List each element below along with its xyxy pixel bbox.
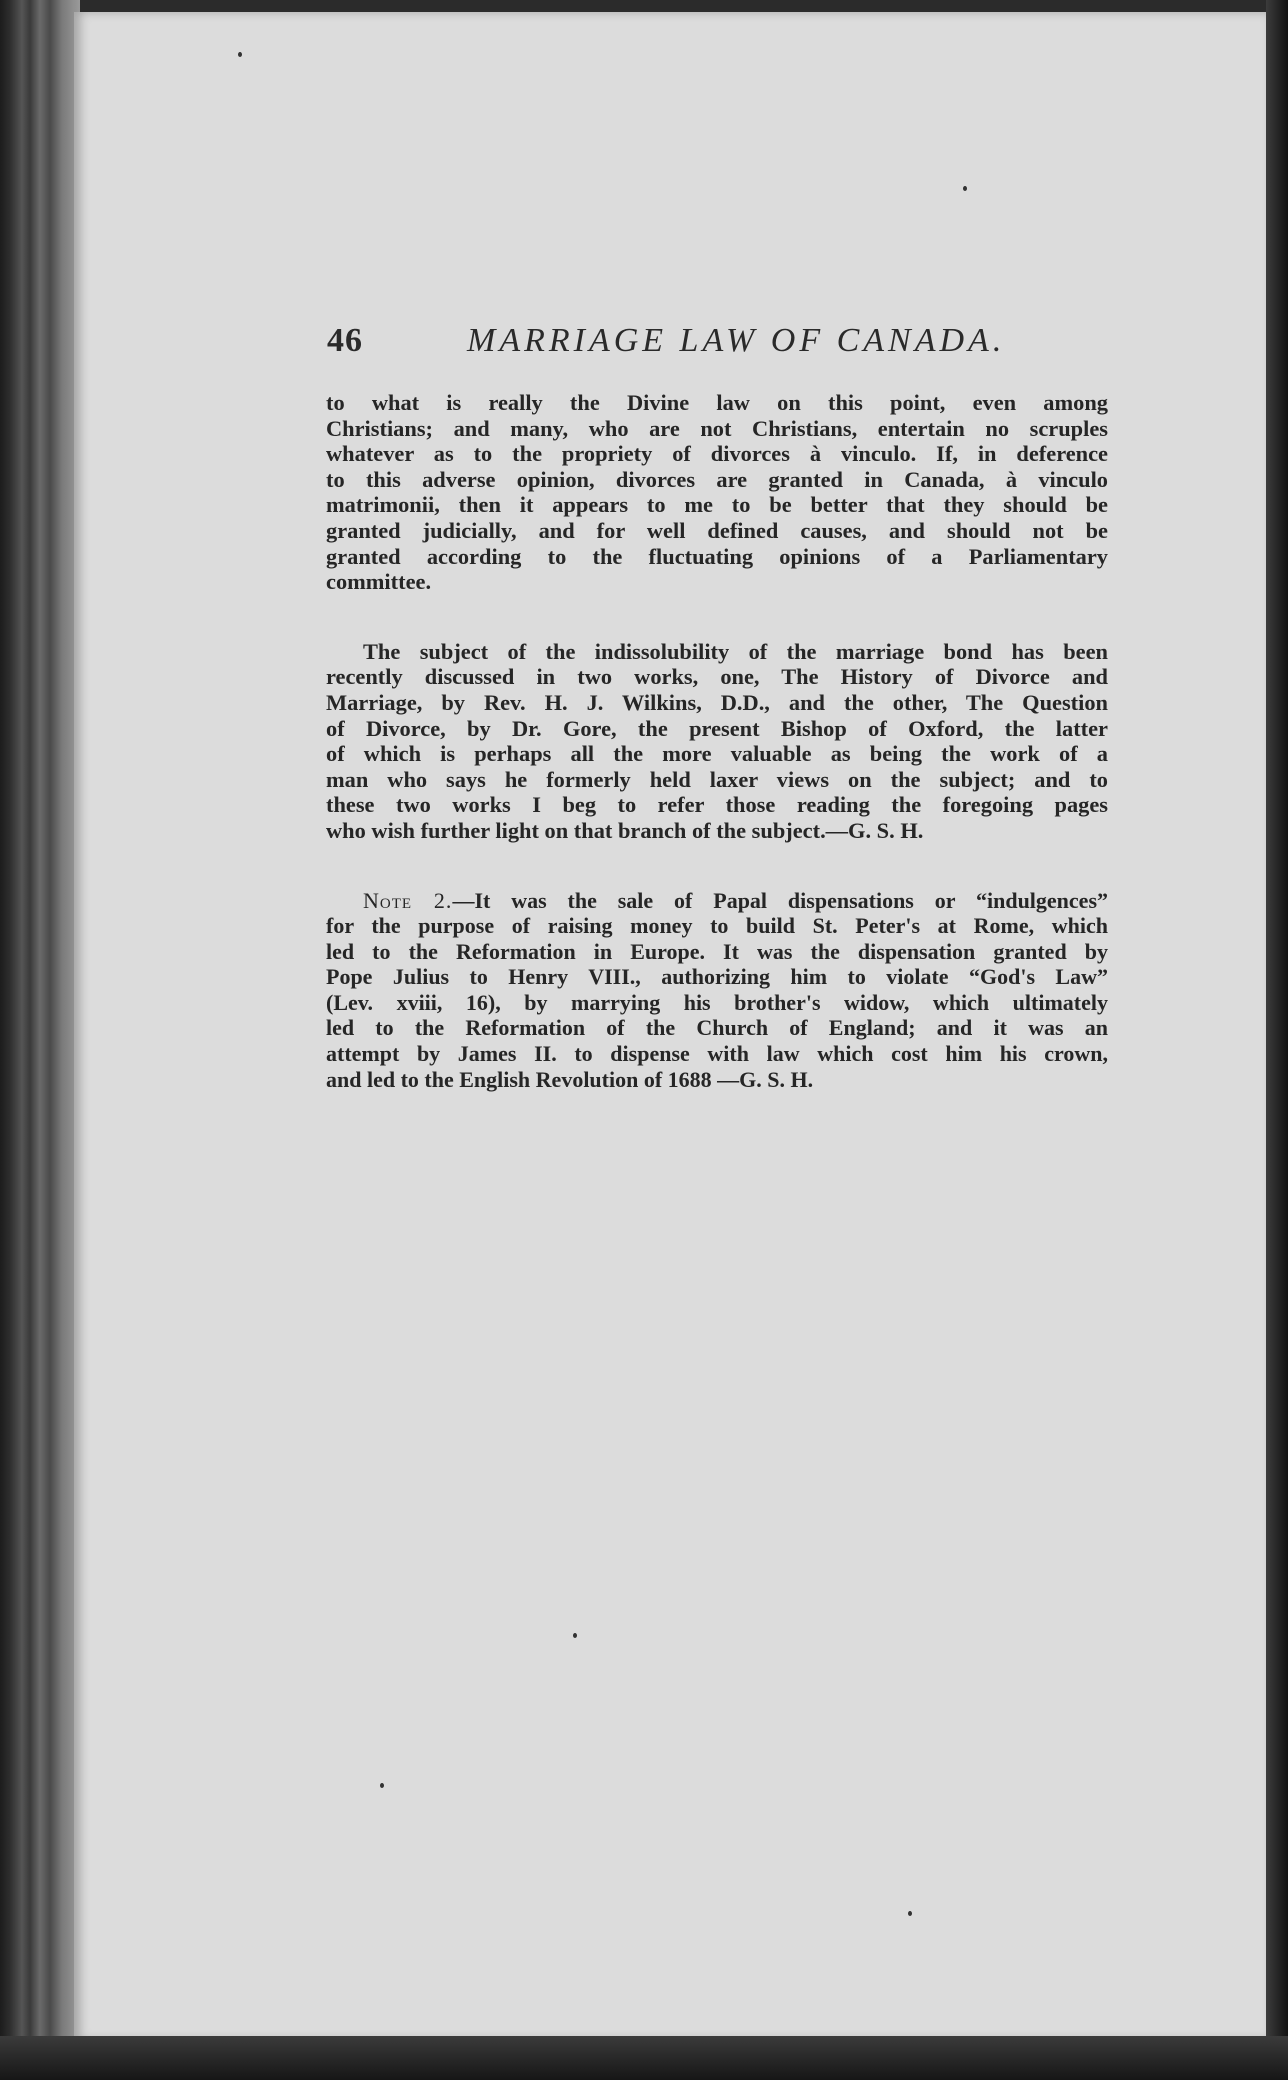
- text-line: man who says he formerly held laxer views on the subject; and to: [326, 766, 1108, 792]
- text-line: (Lev. xviii, 16), by marrying his brother's widow, which ultimately: [326, 989, 1108, 1015]
- paper-speck: [908, 1911, 912, 1916]
- text-line: committee.: [326, 569, 432, 595]
- text-line: [326, 888, 1108, 914]
- text-line: led to the Reformation of the Church of England; and it was an: [326, 1015, 1108, 1041]
- note-text: —It was the sale of Papal dispensations or “indulgences”: [452, 887, 1108, 913]
- paragraph-continuation: [326, 390, 1108, 595]
- bottom-page-shadow: [0, 2036, 1288, 2080]
- text-line: Pope Julius to Henry VIII., authorizing him to violate “God's Law”: [326, 964, 1108, 990]
- paper-speck: [573, 1633, 577, 1638]
- note-2: [326, 888, 1108, 1093]
- text-line: for the purpose of raising money to build St. Peter's at Rome, which: [326, 913, 1108, 939]
- paragraph-indissolubility: [326, 639, 1108, 844]
- note-label: Note 2.: [363, 887, 453, 913]
- text-line: attempt by James II. to dispense with law which cost him his crown,: [326, 1041, 1108, 1067]
- book-page-edges: [0, 0, 80, 2080]
- paper-speck: [238, 52, 242, 57]
- text-line: matrimonii, then it appears to me to be better that they should be: [326, 492, 1108, 518]
- text-line: whatever as to the propriety of divorces à vinculo. If, in deference: [326, 441, 1108, 467]
- text-line: of Divorce, by Dr. Gore, the present Bishop of Oxford, the latter: [326, 715, 1108, 741]
- running-head: MARRIAGE LAW OF CANADA.: [467, 322, 1006, 359]
- text-line: Christians; and many, who are not Christians, entertain no scruples: [326, 415, 1108, 441]
- text-line: Marriage, by Rev. H. J. Wilkins, D.D., and the other, The Question: [326, 689, 1108, 715]
- page-number: 46: [327, 322, 363, 359]
- page-body: [326, 390, 1108, 1092]
- paper-speck: [380, 1783, 384, 1788]
- text-line: these two works I beg to refer those reading the foregoing pages: [326, 792, 1108, 818]
- text-line: to what is really the Divine law on this point, even among: [326, 390, 1108, 415]
- text-line: led to the Reformation in Europe. It was the dispensation granted by: [326, 938, 1108, 964]
- text-line: and led to the English Revolution of 1688 —G. S. H.: [326, 1066, 814, 1092]
- paper-speck: [963, 186, 967, 191]
- text-line: recently discussed in two works, one, The History of Divorce and: [326, 664, 1108, 690]
- text-line: who wish further light on that branch of the subject.—G. S. H.: [326, 817, 924, 843]
- text-line: granted judicially, and for well defined causes, and should not be: [326, 517, 1108, 543]
- right-page-shadow: [1266, 0, 1288, 2080]
- text-line: The subject of the indissolubility of the marriage bond has been: [363, 638, 1108, 664]
- text-line: to this adverse opinion, divorces are granted in Canada, à vinculo: [326, 466, 1108, 492]
- text-line: granted according to the fluctuating opinions of a Parliamentary: [326, 543, 1108, 569]
- text-line: of which is perhaps all the more valuable as being the work of a: [326, 741, 1108, 767]
- page-header: [327, 322, 1107, 370]
